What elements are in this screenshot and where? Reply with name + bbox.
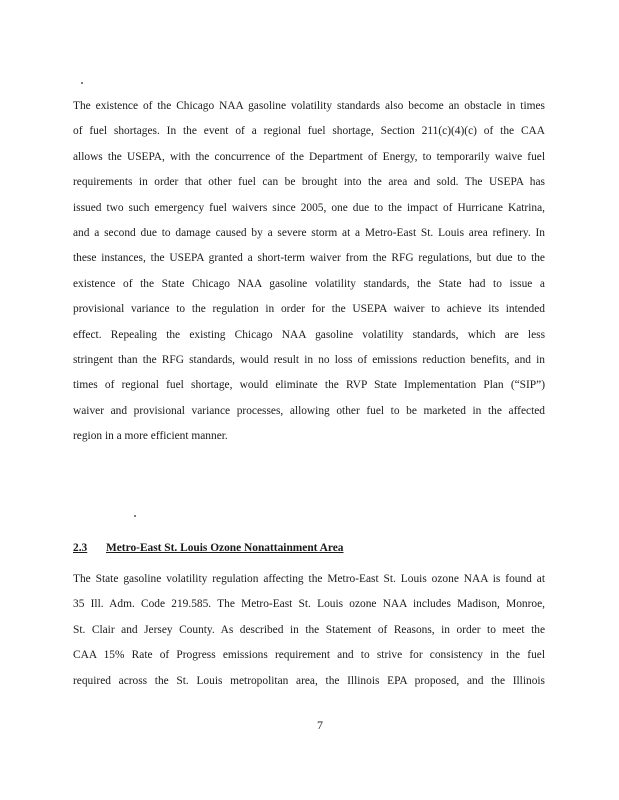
text-line: The State gasoline volatility regulation affecting the Metro-East St. Louis ozone NAA is found at: [73, 573, 545, 585]
text-line: effect. Repealing the existing Chicago NAA gasoline volatility standards, which are less: [73, 328, 545, 341]
text-line: issued two such emergency fuel waivers since 2005, one due to the impact of Hurricane Katrina,: [73, 201, 545, 214]
scan-speck: [134, 515, 136, 517]
section-number: 2.3: [73, 542, 88, 554]
text-line: these instances, the USEPA granted a short-term waiver from the RFG regulations, but due to the: [73, 252, 545, 265]
body-paragraph-metro-east: [73, 567, 545, 694]
text-line: CAA 15% Rate of Progress emissions requirement and to strive for consistency in the fuel: [73, 649, 545, 662]
text-line: waiver and provisional variance processes, allowing other fuel to be marketed in the affected: [73, 404, 545, 417]
section-heading: [73, 538, 344, 558]
text-line: requirements in order that other fuel can be brought into the area and sold. The USEPA has: [73, 176, 545, 189]
text-line: stringent than the RFG standards, would result in no loss of emissions reduction benefits, and in: [73, 353, 545, 366]
text-line: required across the St. Louis metropolitan area, the Illinois EPA proposed, and the Illinois: [73, 674, 545, 687]
text-line: times of regional fuel shortage, would eliminate the RVP State Implementation Plan (“SIP”): [73, 379, 545, 392]
text-line: of fuel shortages. In the event of a regional fuel shortage, Section 211(c)(4)(c) of the CAA: [73, 125, 545, 138]
section-title: Metro-East St. Louis Ozone Nonattainment Area: [106, 542, 344, 554]
body-paragraph-fuel-waivers: [73, 94, 545, 449]
scan-speck: [81, 82, 83, 84]
text-line: provisional variance to the regulation in order for the USEPA waiver to achieve its intended: [73, 303, 545, 316]
text-line: existence of the State Chicago NAA gasoline volatility standards, the State had to issue a: [73, 277, 545, 290]
page-number: 7: [317, 718, 323, 732]
text-line: region in a more efficient manner.: [73, 430, 228, 443]
text-line: The existence of the Chicago NAA gasoline volatility standards also become an obstacle in times: [73, 100, 545, 112]
text-line: St. Clair and Jersey County. As described in the Statement of Reasons, in order to meet the: [73, 623, 545, 636]
text-line: allows the USEPA, with the concurrence of the Department of Energy, to temporarily waive fuel: [73, 150, 545, 163]
text-line: 35 Ill. Adm. Code 219.585. The Metro-East St. Louis ozone NAA includes Madison, Monroe,: [73, 598, 545, 611]
text-line: and a second due to damage caused by a severe storm at a Metro-East St. Louis area refinery. In: [73, 226, 545, 239]
